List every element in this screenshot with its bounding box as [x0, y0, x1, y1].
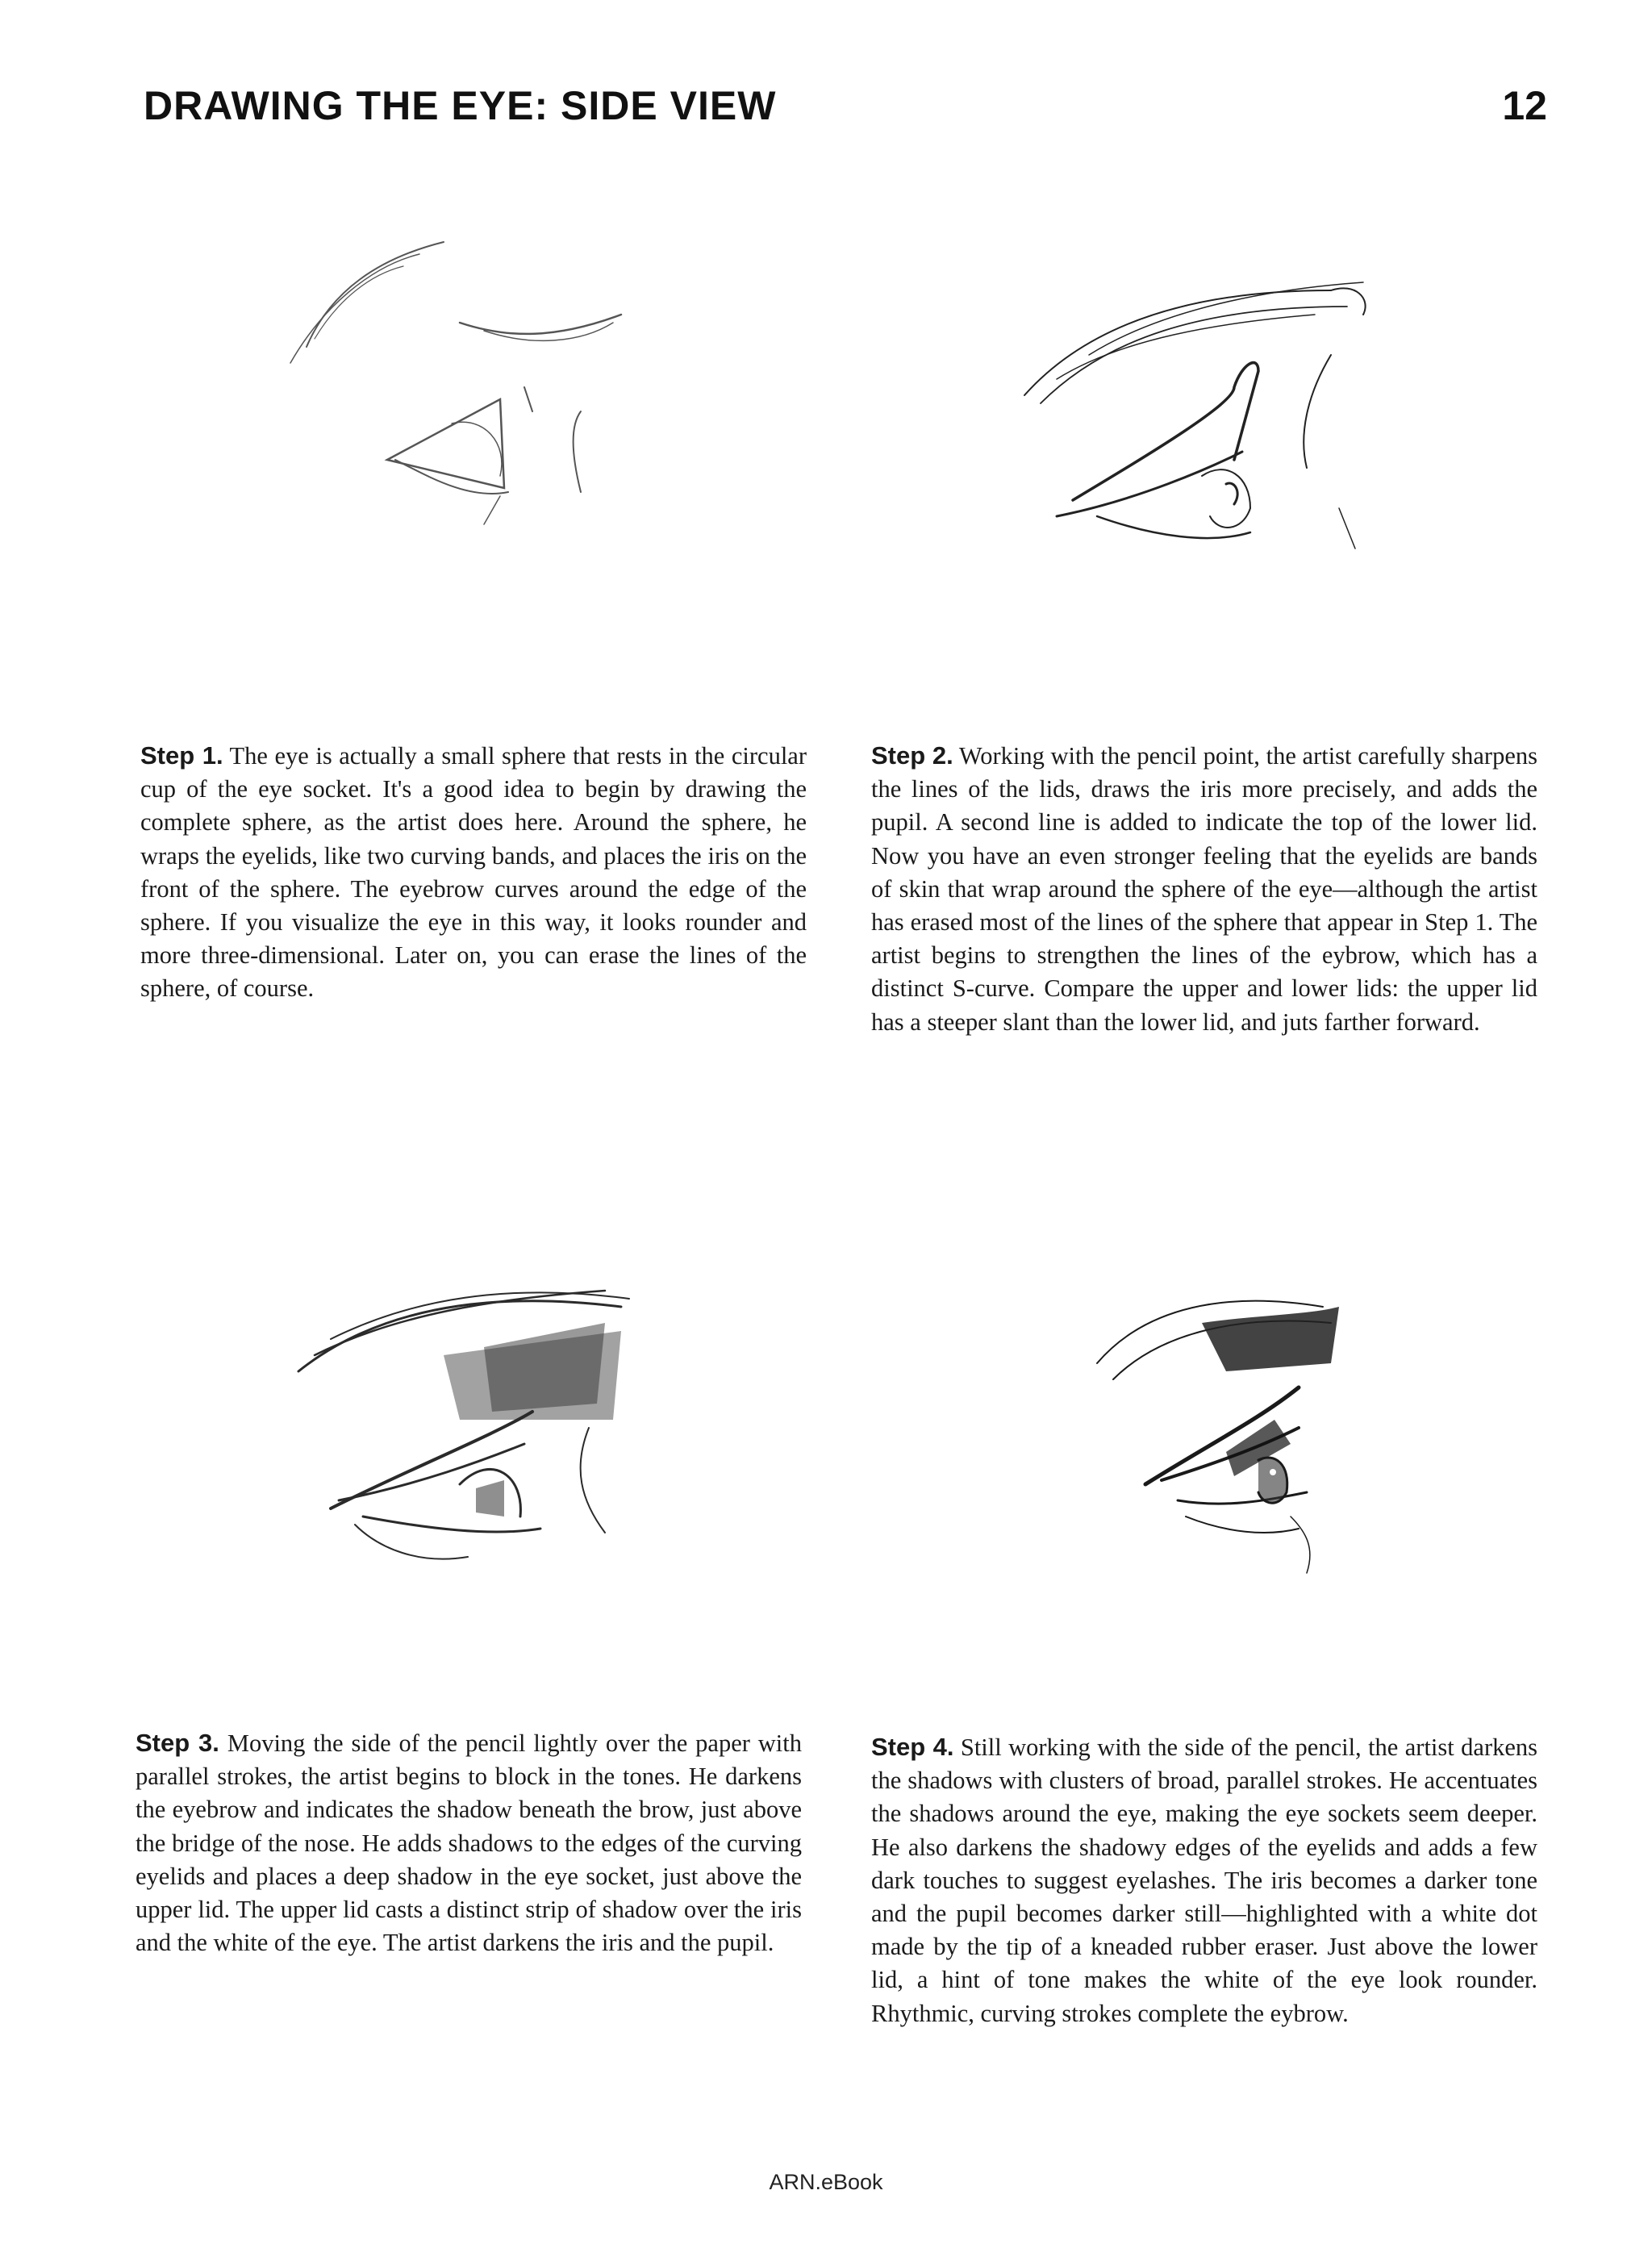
eye-side-view-sketch-step-4-icon [1065, 1258, 1404, 1581]
step-4-label: Step 4. [871, 1733, 954, 1761]
step-2-eye-sketch [992, 258, 1412, 581]
step-4-text: Still working with the side of the pencil, the artist darkens the shadows with clusters of broad, parallel strokes. He accentuates the shadows around the eye, making the eye sockets seem deeper. He also darkens the shadowy edges of the eyelids and adds a few dark touches to suggest eyelashes. The iris becomes a darker tone and the pupil becomes darker still—highlighted with a white dot made by the tip of a kneaded rubber eraser. Just above the lower lid, a hint of tone makes the white of the eye look rounder. Rhythmic, curving strokes complete the eybrow. [871, 1734, 1538, 2027]
step-4-eye-sketch [1065, 1258, 1404, 1581]
step-2-caption [871, 739, 1537, 1039]
step-3-label: Step 3. [136, 1729, 219, 1757]
step-3-text: Moving the side of the pencil lightly over the paper with parallel strokes, the artist begins to block in the tones. He darkens the eyebrow and indicates the shadow beneath the brow, just above the bridge of the nose. He adds shadows to the edges of the curving eyelids and places a deep shadow in the eye socket, just above the upper lid. The upper lid casts a distinct strip of shadow over the iris and the white of the eye. The artist darkens the iris and the pupil. [136, 1729, 803, 1957]
footer-credit: ARN.eBook [769, 2170, 883, 2194]
step-1-caption [140, 739, 807, 1006]
step-3-eye-sketch [282, 1258, 670, 1581]
step-2-text: Working with the pencil point, the artist carefully sharpens the lines of the lids, draws the iris more precisely, and adds the pupil. A second line is added to indicate the top of the lower lid. Now you have an even stronger feeling that the eyelids are bands of skin that wrap around the sphere of the eye—although the artist has erased most of the lines of the sphere that appear in Step 1. The artist begins to strengthen the lines of the eybrow, which has a distinct S-curve. Compare the upper and lower lids: the upper lid has a steeper slant than the lower lid, and juts farther forward. [871, 742, 1537, 1036]
page-title: DRAWING THE EYE: SIDE VIEW [144, 83, 777, 128]
step-4-caption [871, 1730, 1537, 2030]
step-3-caption [136, 1726, 802, 1959]
step-1-label: Step 1. [140, 741, 223, 770]
eye-side-view-sketch-step-1-icon [242, 218, 645, 573]
step-1-text: The eye is actually a small sphere that rests in the circular cup of the eye socket. It's a good idea to begin by drawing the complete sphere, as the artist does here. Around the sphere, he wraps the eyelids, like two curving bands, and places the iris on the front of the sphere. The eyebrow curves around the edge of the sphere. If you visualize the eye in this way, it looks rounder and more three-dimensional. Later on, you can erase the lines of the sphere, of course. [140, 742, 807, 1003]
step-2-label: Step 2. [871, 741, 953, 770]
eye-side-view-sketch-step-3-icon [282, 1258, 670, 1581]
eye-side-view-sketch-step-2-icon [992, 258, 1412, 581]
step-1-eye-sketch [242, 218, 645, 573]
page-number: 12 [1502, 83, 1547, 128]
